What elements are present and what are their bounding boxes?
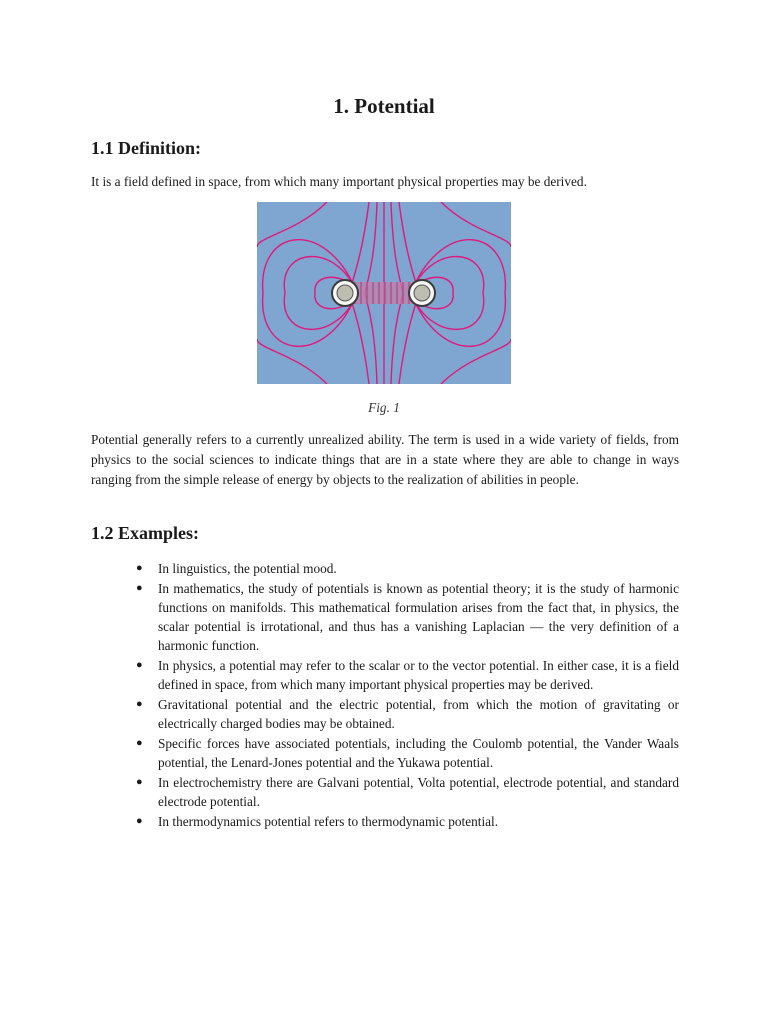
bullet-icon: ● — [136, 659, 143, 671]
potential-paragraph: Potential generally refers to a currently unrealized ability. The term is used in a wide variety of fields, from physics to the social sciences to indicate things that are in a state where they are able to change in ways ranging from the simple release of energy by objects to the realization of abilities in people. — [91, 432, 679, 487]
magnetic-field-figure — [257, 202, 511, 384]
list-item: ● In physics, a potential may refer to the scalar or to the vector potential. In either case, it is a field defined in space, from which many important physical properties may be derived. — [136, 658, 679, 692]
coil-element — [332, 280, 435, 306]
section-heading-examples: 1.2 Examples: — [91, 523, 199, 543]
figure-caption: Fig. 1 — [368, 400, 400, 415]
list-item: ● Gravitational potential and the electric potential, from which the motion of gravitating or electrically charged bodies may be obtained. — [136, 697, 679, 731]
section-heading-definition: 1.1 Definition: — [91, 138, 201, 158]
bullet-icon: ● — [136, 776, 143, 788]
definition-text: It is a field defined in space, from which many important physical properties may be derived. — [91, 174, 587, 189]
bullet-icon: ● — [136, 698, 143, 710]
bullet-icon: ● — [136, 815, 143, 827]
list-item: ● In mathematics, the study of potentials is known as potential theory; it is the study of harmonic functions on manifolds. This mathematical formulation arises from the fact that, in physics, the scalar potential is irrotational, and thus has a vanishing Laplacian — the very definition of a harmonic function. — [136, 581, 679, 653]
list-item: ● Specific forces have associated potentials, including the Coulomb potential, the Vander Waals potential, the Lenard-Jones potential and the Yukawa potential. — [136, 736, 679, 770]
field-lines-diagram — [257, 202, 511, 384]
list-item: ● In linguistics, the potential mood. — [136, 561, 337, 576]
page-title: 1. Potential — [333, 94, 435, 118]
list-item: ● In electrochemistry there are Galvani potential, Volta potential, electrode potential, and standard electrode potential. — [136, 775, 679, 809]
list-item: ● In thermodynamics potential refers to thermodynamic potential. — [136, 814, 499, 829]
bullet-icon: ● — [136, 582, 143, 594]
bullet-icon: ● — [136, 737, 143, 749]
bullet-icon: ● — [136, 562, 143, 574]
examples-list — [133, 559, 679, 832]
